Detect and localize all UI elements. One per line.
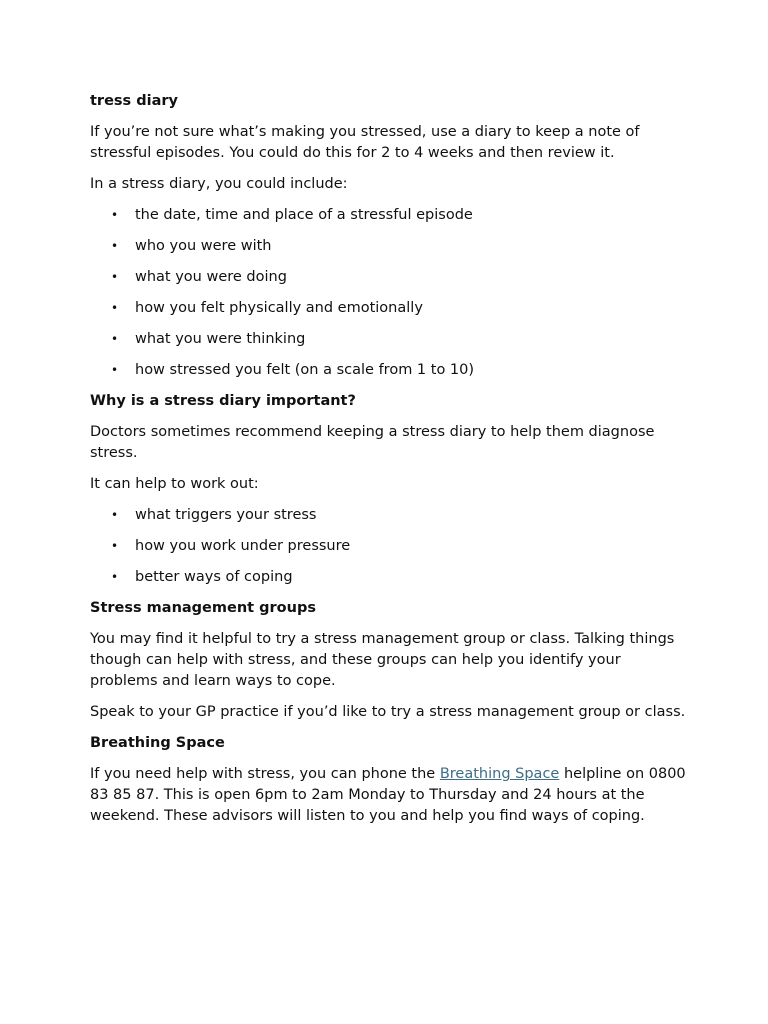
list-item: • what you were doing: [90, 267, 690, 288]
list-item: • who you were with: [90, 236, 690, 257]
section-heading-why-important: Why is a stress diary important?: [90, 393, 356, 409]
document-body: [90, 91, 690, 837]
list-item: • how stressed you felt (on a scale from 1 to 10): [90, 360, 690, 381]
section-heading-management-groups: Stress management groups: [90, 600, 316, 616]
list-item: • what triggers your stress: [90, 505, 690, 526]
breathing-text-after: helpline on 0800 83 85 87. This is open 6pm to 2am Monday to Thursday and 24 hours at the weekend. These advisors will listen to you and help you find ways of coping.: [90, 766, 686, 824]
groups-paragraph-1: You may find it helpful to try a stress management group or class. Talking things though can help with stress, and these groups can help you identify your problems and learn ways to cope.: [90, 631, 675, 689]
breathing-text-before: If you need help with stress, you can phone the: [90, 766, 440, 782]
list-item: • better ways of coping: [90, 567, 690, 588]
list-item: • how you work under pressure: [90, 536, 690, 557]
list-item: • the date, time and place of a stressful episode: [90, 205, 690, 226]
section-heading-breathing-space: Breathing Space: [90, 735, 225, 751]
stress-diary-intro: If you’re not sure what’s making you stressed, use a diary to keep a note of stressful episodes. You could do this for 2 to 4 weeks and then review it.: [90, 124, 640, 161]
importance-lead: It can help to work out:: [90, 476, 259, 492]
list-item: • what you were thinking: [90, 329, 690, 350]
stress-diary-lead: In a stress diary, you could include:: [90, 176, 348, 192]
list-item: • how you felt physically and emotionally: [90, 298, 690, 319]
breathing-space-link[interactable]: Breathing Space: [439, 766, 560, 782]
groups-paragraph-2: Speak to your GP practice if you’d like to try a stress management group or class.: [90, 704, 686, 720]
stress-diary-list: [90, 205, 690, 381]
breathing-space-paragraph: [90, 764, 690, 827]
section-heading-stress-diary: tress diary: [90, 93, 178, 109]
importance-list: [90, 505, 690, 588]
importance-intro: Doctors sometimes recommend keeping a stress diary to help them diagnose stress.: [90, 424, 655, 461]
